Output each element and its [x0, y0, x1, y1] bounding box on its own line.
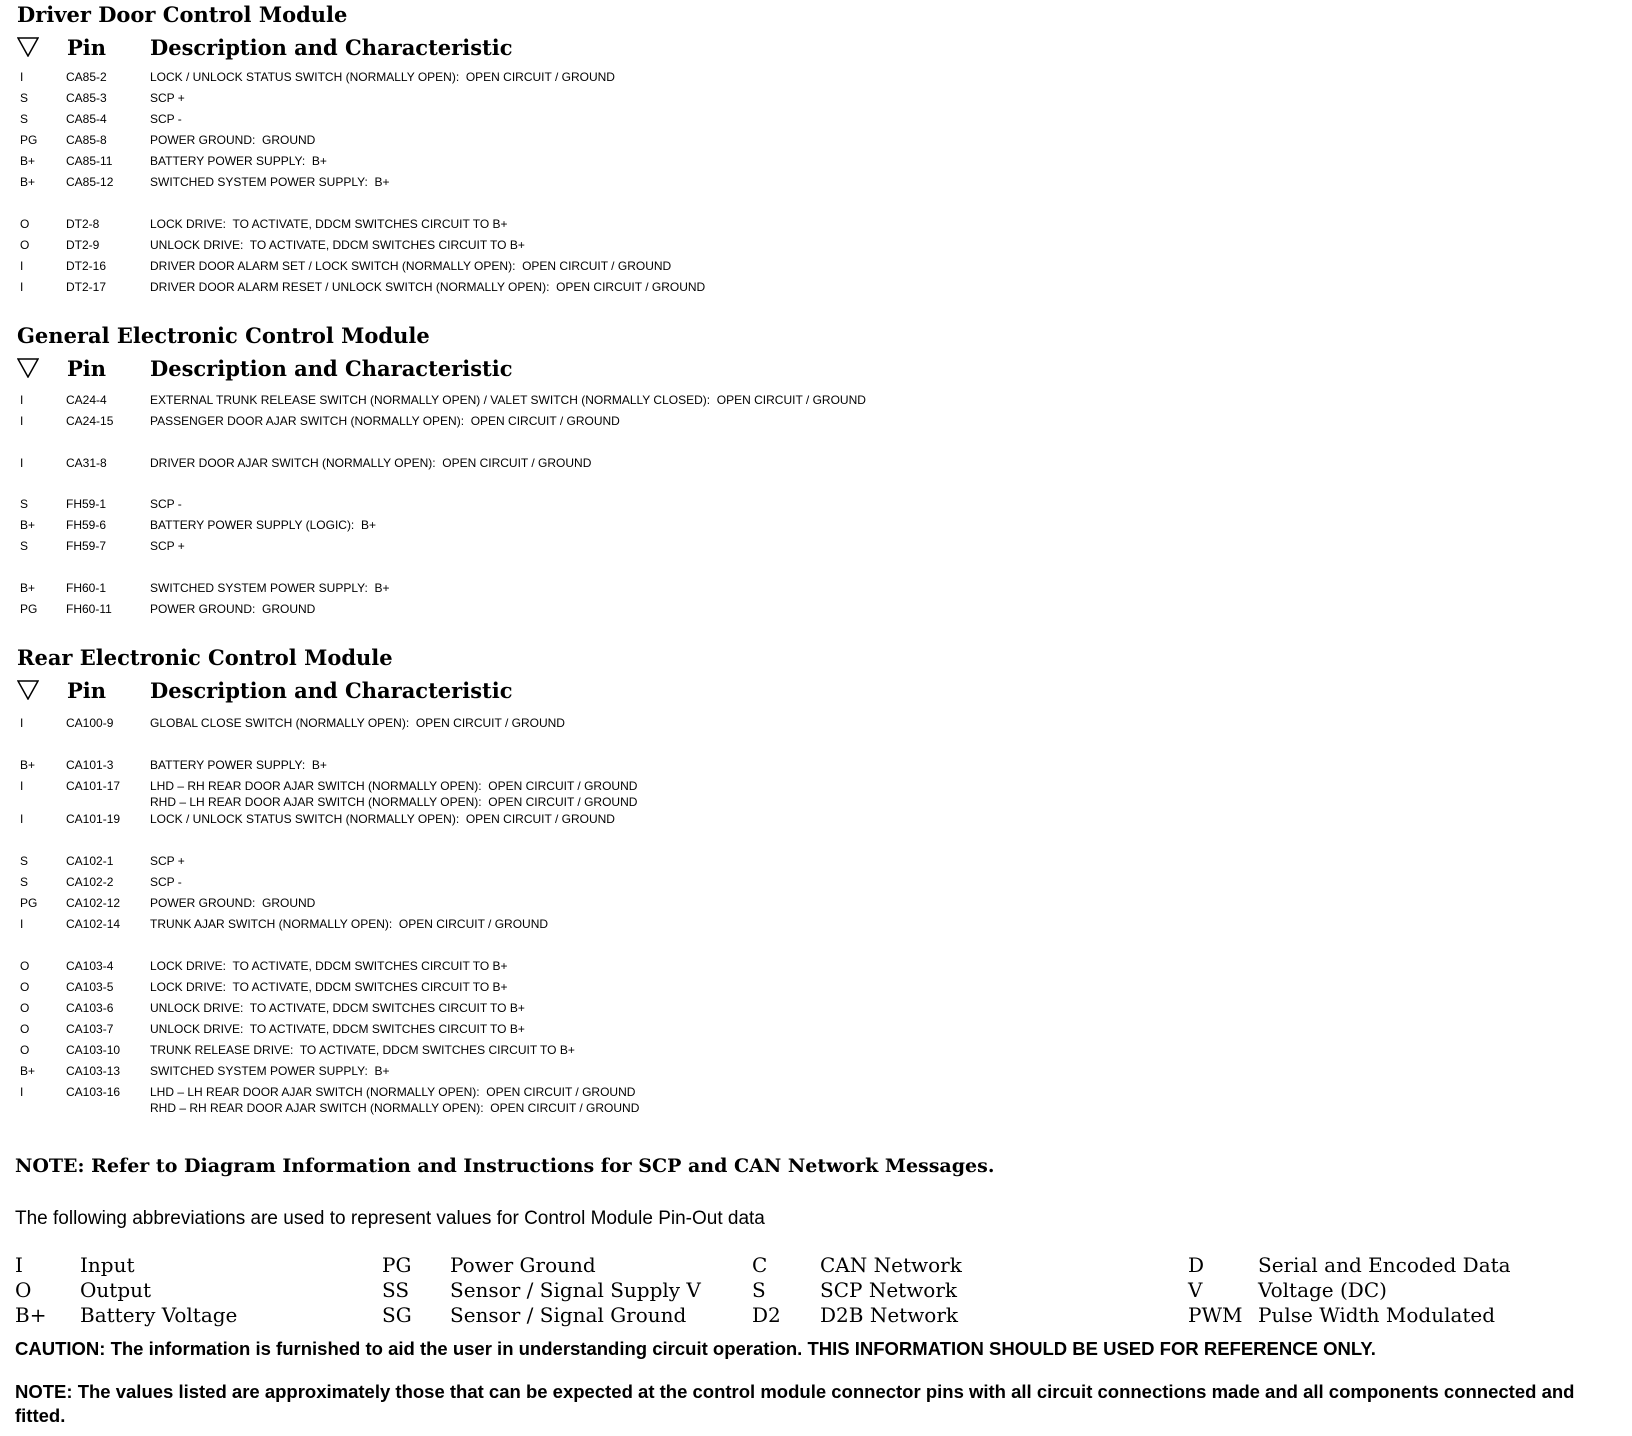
pin-id: DT2-17 [66, 280, 107, 294]
pin-description: PASSENGER DOOR AJAR SWITCH (NORMALLY OPEN): OPEN CIRCUIT / GROUND [150, 414, 620, 428]
pin-id: FH59-1 [66, 497, 107, 511]
pin-description: SCP - [150, 497, 182, 511]
pin-id: CA85-8 [66, 133, 107, 147]
pin-type: I [20, 779, 24, 793]
pin-description: GLOBAL CLOSE SWITCH (NORMALLY OPEN): OPEN CIRCUIT / GROUND [150, 716, 565, 730]
pin-type: B+ [20, 154, 36, 168]
pin-description: UNLOCK DRIVE: TO ACTIVATE, DDCM SWITCHES CIRCUIT TO B+ [150, 1001, 525, 1015]
pin-type: O [20, 980, 30, 994]
pin-id: CA101-3 [66, 758, 114, 772]
pin-type: S [20, 91, 29, 105]
abbr-code: O [15, 1278, 32, 1302]
pin-description: LOCK DRIVE: TO ACTIVATE, DDCM SWITCHES CIRCUIT TO B+ [150, 959, 508, 973]
triangle-icon [17, 680, 39, 700]
table-header [17, 35, 917, 65]
pin-type: B+ [20, 758, 36, 772]
pin-type: B+ [20, 518, 36, 532]
pin-type: I [20, 393, 24, 407]
table-row [0, 153, 1000, 169]
table-row [0, 496, 1000, 512]
pin-type: B+ [20, 175, 36, 189]
pin-type: S [20, 112, 29, 126]
pin-id: DT2-9 [66, 238, 100, 252]
pin-header: Pin [67, 356, 107, 381]
table-row [0, 715, 1000, 731]
table-row [0, 874, 1000, 890]
triangle-icon [17, 358, 39, 378]
pin-id: CA103-13 [66, 1064, 121, 1078]
pin-id: CA102-12 [66, 896, 121, 910]
abbr-meaning: Sensor / Signal Supply V [450, 1278, 701, 1302]
pin-type: PG [20, 133, 38, 147]
pin-description: LOCK / UNLOCK STATUS SWITCH (NORMALLY OPEN): OPEN CIRCUIT / GROUND [150, 812, 615, 826]
pin-id: CA102-1 [66, 854, 114, 868]
pin-description: LHD – LH REAR DOOR AJAR SWITCH (NORMALLY OPEN): OPEN CIRCUIT / GROUND RHD – RH REAR DOOR AJAR SWITCH (NORMALLY OPEN): OPEN CIRCUIT / GROUND [150, 1085, 640, 1115]
pin-type: S [20, 854, 29, 868]
pin-description: BATTERY POWER SUPPLY: B+ [150, 154, 327, 168]
pin-description: POWER GROUND: GROUND [150, 602, 316, 616]
abbr-code: D2 [752, 1303, 781, 1327]
table-row [0, 90, 1000, 106]
pin-type: I [20, 1085, 24, 1099]
abbr-code: PWM [1188, 1303, 1243, 1327]
abbr-code: D [1188, 1253, 1205, 1277]
table-row [0, 916, 1000, 932]
pin-description: SCP + [150, 91, 185, 105]
pin-id: CA100-9 [66, 716, 114, 730]
table-row [0, 1042, 1000, 1058]
pin-description: UNLOCK DRIVE: TO ACTIVATE, DDCM SWITCHES CIRCUIT TO B+ [150, 1022, 525, 1036]
pin-description: BATTERY POWER SUPPLY (LOGIC): B+ [150, 518, 376, 532]
pin-description: SCP - [150, 875, 182, 889]
pin-description: DRIVER DOOR ALARM SET / LOCK SWITCH (NORMALLY OPEN): OPEN CIRCUIT / GROUND [150, 259, 672, 273]
abbr-meaning: Power Ground [450, 1253, 596, 1277]
abbr-code: SG [382, 1303, 412, 1327]
abbr-meaning: Sensor / Signal Ground [450, 1303, 687, 1327]
pin-type: B+ [20, 1064, 36, 1078]
table-row [0, 392, 1000, 408]
pin-id: CA101-17 [66, 779, 121, 793]
pin-description: SWITCHED SYSTEM POWER SUPPLY: B+ [150, 1064, 390, 1078]
pin-header: Pin [67, 678, 107, 703]
pin-description: TRUNK RELEASE DRIVE: TO ACTIVATE, DDCM SWITCHES CIRCUIT TO B+ [150, 1043, 575, 1057]
pin-type: I [20, 259, 24, 273]
pin-id: CA102-14 [66, 917, 121, 931]
pin-id: CA103-7 [66, 1022, 114, 1036]
section-title: Rear Electronic Control Module [17, 645, 393, 670]
pin-type: O [20, 1001, 30, 1015]
table-row [0, 237, 1000, 253]
table-row [0, 216, 1000, 232]
pin-description: POWER GROUND: GROUND [150, 896, 316, 910]
pin-id: CA103-16 [66, 1085, 121, 1099]
pin-id: CA103-5 [66, 980, 114, 994]
abbr-code: C [752, 1253, 768, 1277]
table-row [0, 958, 1000, 974]
abbr-code: S [752, 1278, 766, 1302]
pin-type: S [20, 875, 29, 889]
pin-header: Pin [67, 35, 107, 60]
section-title: Driver Door Control Module [17, 2, 348, 27]
pin-description: LHD – RH REAR DOOR AJAR SWITCH (NORMALLY OPEN): OPEN CIRCUIT / GROUND RHD – LH REAR DOOR AJAR SWITCH (NORMALLY OPEN): OPEN CIRCUIT / GROUND [150, 779, 638, 809]
pin-id: FH60-11 [66, 602, 112, 616]
pin-id: CA24-4 [66, 393, 107, 407]
pin-description: DRIVER DOOR AJAR SWITCH (NORMALLY OPEN): OPEN CIRCUIT / GROUND [150, 456, 592, 470]
pin-id: CA103-4 [66, 959, 114, 973]
abbr-meaning: Output [80, 1278, 152, 1302]
pin-id: CA102-2 [66, 875, 114, 889]
pin-description: EXTERNAL TRUNK RELEASE SWITCH (NORMALLY OPEN) / VALET SWITCH (NORMALLY CLOSED): OPEN CIRCUIT / GROUND [150, 393, 866, 407]
pin-id: CA85-2 [66, 70, 107, 84]
description-header: Description and Characteristic [150, 35, 513, 60]
pin-description: TRUNK AJAR SWITCH (NORMALLY OPEN): OPEN CIRCUIT / GROUND [150, 917, 549, 931]
table-header [17, 678, 917, 708]
pin-description: POWER GROUND: GROUND [150, 133, 316, 147]
table-row [0, 601, 1000, 617]
pin-type: O [20, 238, 30, 252]
table-row [0, 757, 1000, 773]
pin-id: CA24-15 [66, 414, 114, 428]
pin-description: SCP + [150, 539, 185, 553]
values-note: NOTE: The values listed are approximately those that can be expected at the control module connector pins with all circuit connections made and all components connected and fitted. [15, 1381, 1575, 1426]
table-row [0, 1021, 1000, 1037]
table-row [0, 1084, 1000, 1115]
abbr-code: B+ [15, 1303, 47, 1327]
table-row [0, 413, 1000, 429]
pin-type: B+ [20, 581, 36, 595]
table-row [0, 979, 1000, 995]
network-note: NOTE: Refer to Diagram Information and Instructions for SCP and CAN Network Messages. [15, 1155, 995, 1177]
description-header: Description and Characteristic [150, 356, 513, 381]
pin-description: LOCK DRIVE: TO ACTIVATE, DDCM SWITCHES CIRCUIT TO B+ [150, 980, 508, 994]
pin-type: I [20, 917, 24, 931]
triangle-icon [17, 37, 39, 57]
pin-description: LOCK / UNLOCK STATUS SWITCH (NORMALLY OPEN): OPEN CIRCUIT / GROUND [150, 70, 615, 84]
table-row [0, 778, 1000, 809]
abbr-meaning: Voltage (DC) [1258, 1278, 1387, 1302]
pin-type: O [20, 959, 30, 973]
pin-type: I [20, 456, 24, 470]
pin-description: DRIVER DOOR ALARM RESET / UNLOCK SWITCH (NORMALLY OPEN): OPEN CIRCUIT / GROUND [150, 280, 706, 294]
pin-description: LOCK DRIVE: TO ACTIVATE, DDCM SWITCHES CIRCUIT TO B+ [150, 217, 508, 231]
pin-id: CA85-11 [66, 154, 113, 168]
pin-description: BATTERY POWER SUPPLY: B+ [150, 758, 327, 772]
description-header: Description and Characteristic [150, 678, 513, 703]
pin-type: PG [20, 896, 38, 910]
caution-text: CAUTION: The information is furnished to aid the user in understanding circuit operation. THIS INFORMATION SHOULD BE USED FOR REFERENCE ONLY. [15, 1338, 1376, 1359]
table-row [0, 111, 1000, 127]
pin-id: FH59-6 [66, 518, 107, 532]
pin-type: I [20, 70, 24, 84]
pin-id: DT2-8 [66, 217, 100, 231]
table-row [0, 895, 1000, 911]
table-row [0, 455, 1000, 471]
pin-id: CA85-4 [66, 112, 107, 126]
table-row [0, 132, 1000, 148]
table-header [17, 356, 917, 386]
abbr-meaning: Serial and Encoded Data [1258, 1253, 1511, 1277]
pin-type: I [20, 414, 24, 428]
abbr-meaning: CAN Network [820, 1253, 962, 1277]
table-row [0, 853, 1000, 869]
pin-type: O [20, 217, 30, 231]
pin-type: I [20, 280, 24, 294]
table-row [0, 174, 1000, 190]
table-row [0, 69, 1000, 85]
abbr-code: I [15, 1253, 23, 1277]
pin-description: UNLOCK DRIVE: TO ACTIVATE, DDCM SWITCHES CIRCUIT TO B+ [150, 238, 525, 252]
pin-id: FH60-1 [66, 581, 107, 595]
pin-description: SCP - [150, 112, 182, 126]
pin-id: CA31-8 [66, 456, 107, 470]
abbr-meaning: D2B Network [820, 1303, 959, 1327]
abbr-code: SS [382, 1278, 410, 1302]
pin-type: S [20, 497, 29, 511]
pin-id: CA85-3 [66, 91, 107, 105]
table-row [0, 1063, 1000, 1079]
abbr-meaning: Battery Voltage [80, 1303, 238, 1327]
table-row [0, 517, 1000, 533]
pin-id: CA103-6 [66, 1001, 114, 1015]
pin-id: DT2-16 [66, 259, 107, 273]
abbr-meaning: Pulse Width Modulated [1258, 1303, 1496, 1327]
pin-type: I [20, 812, 24, 826]
abbr-code: PG [382, 1253, 412, 1277]
pin-type: S [20, 539, 29, 553]
abbr-meaning: Input [80, 1253, 135, 1277]
pin-id: CA85-12 [66, 175, 114, 189]
pin-id: FH59-7 [66, 539, 107, 553]
table-row [0, 538, 1000, 554]
table-row [0, 580, 1000, 596]
table-row [0, 258, 1000, 274]
pin-type: O [20, 1043, 30, 1057]
pin-type: PG [20, 602, 38, 616]
table-row [0, 811, 1000, 827]
section-title: General Electronic Control Module [17, 323, 430, 348]
table-row [0, 279, 1000, 295]
pin-type: O [20, 1022, 30, 1036]
pin-description: SCP + [150, 854, 185, 868]
abbr-meaning: SCP Network [820, 1278, 958, 1302]
abbr-code: V [1188, 1278, 1203, 1302]
table-row [0, 1000, 1000, 1016]
pin-type: I [20, 716, 24, 730]
pin-id: CA103-10 [66, 1043, 121, 1057]
pin-id: CA101-19 [66, 812, 121, 826]
pin-description: SWITCHED SYSTEM POWER SUPPLY: B+ [150, 175, 390, 189]
abbreviations-intro: The following abbreviations are used to represent values for Control Module Pin-Out data [15, 1208, 765, 1229]
pin-description: SWITCHED SYSTEM POWER SUPPLY: B+ [150, 581, 390, 595]
